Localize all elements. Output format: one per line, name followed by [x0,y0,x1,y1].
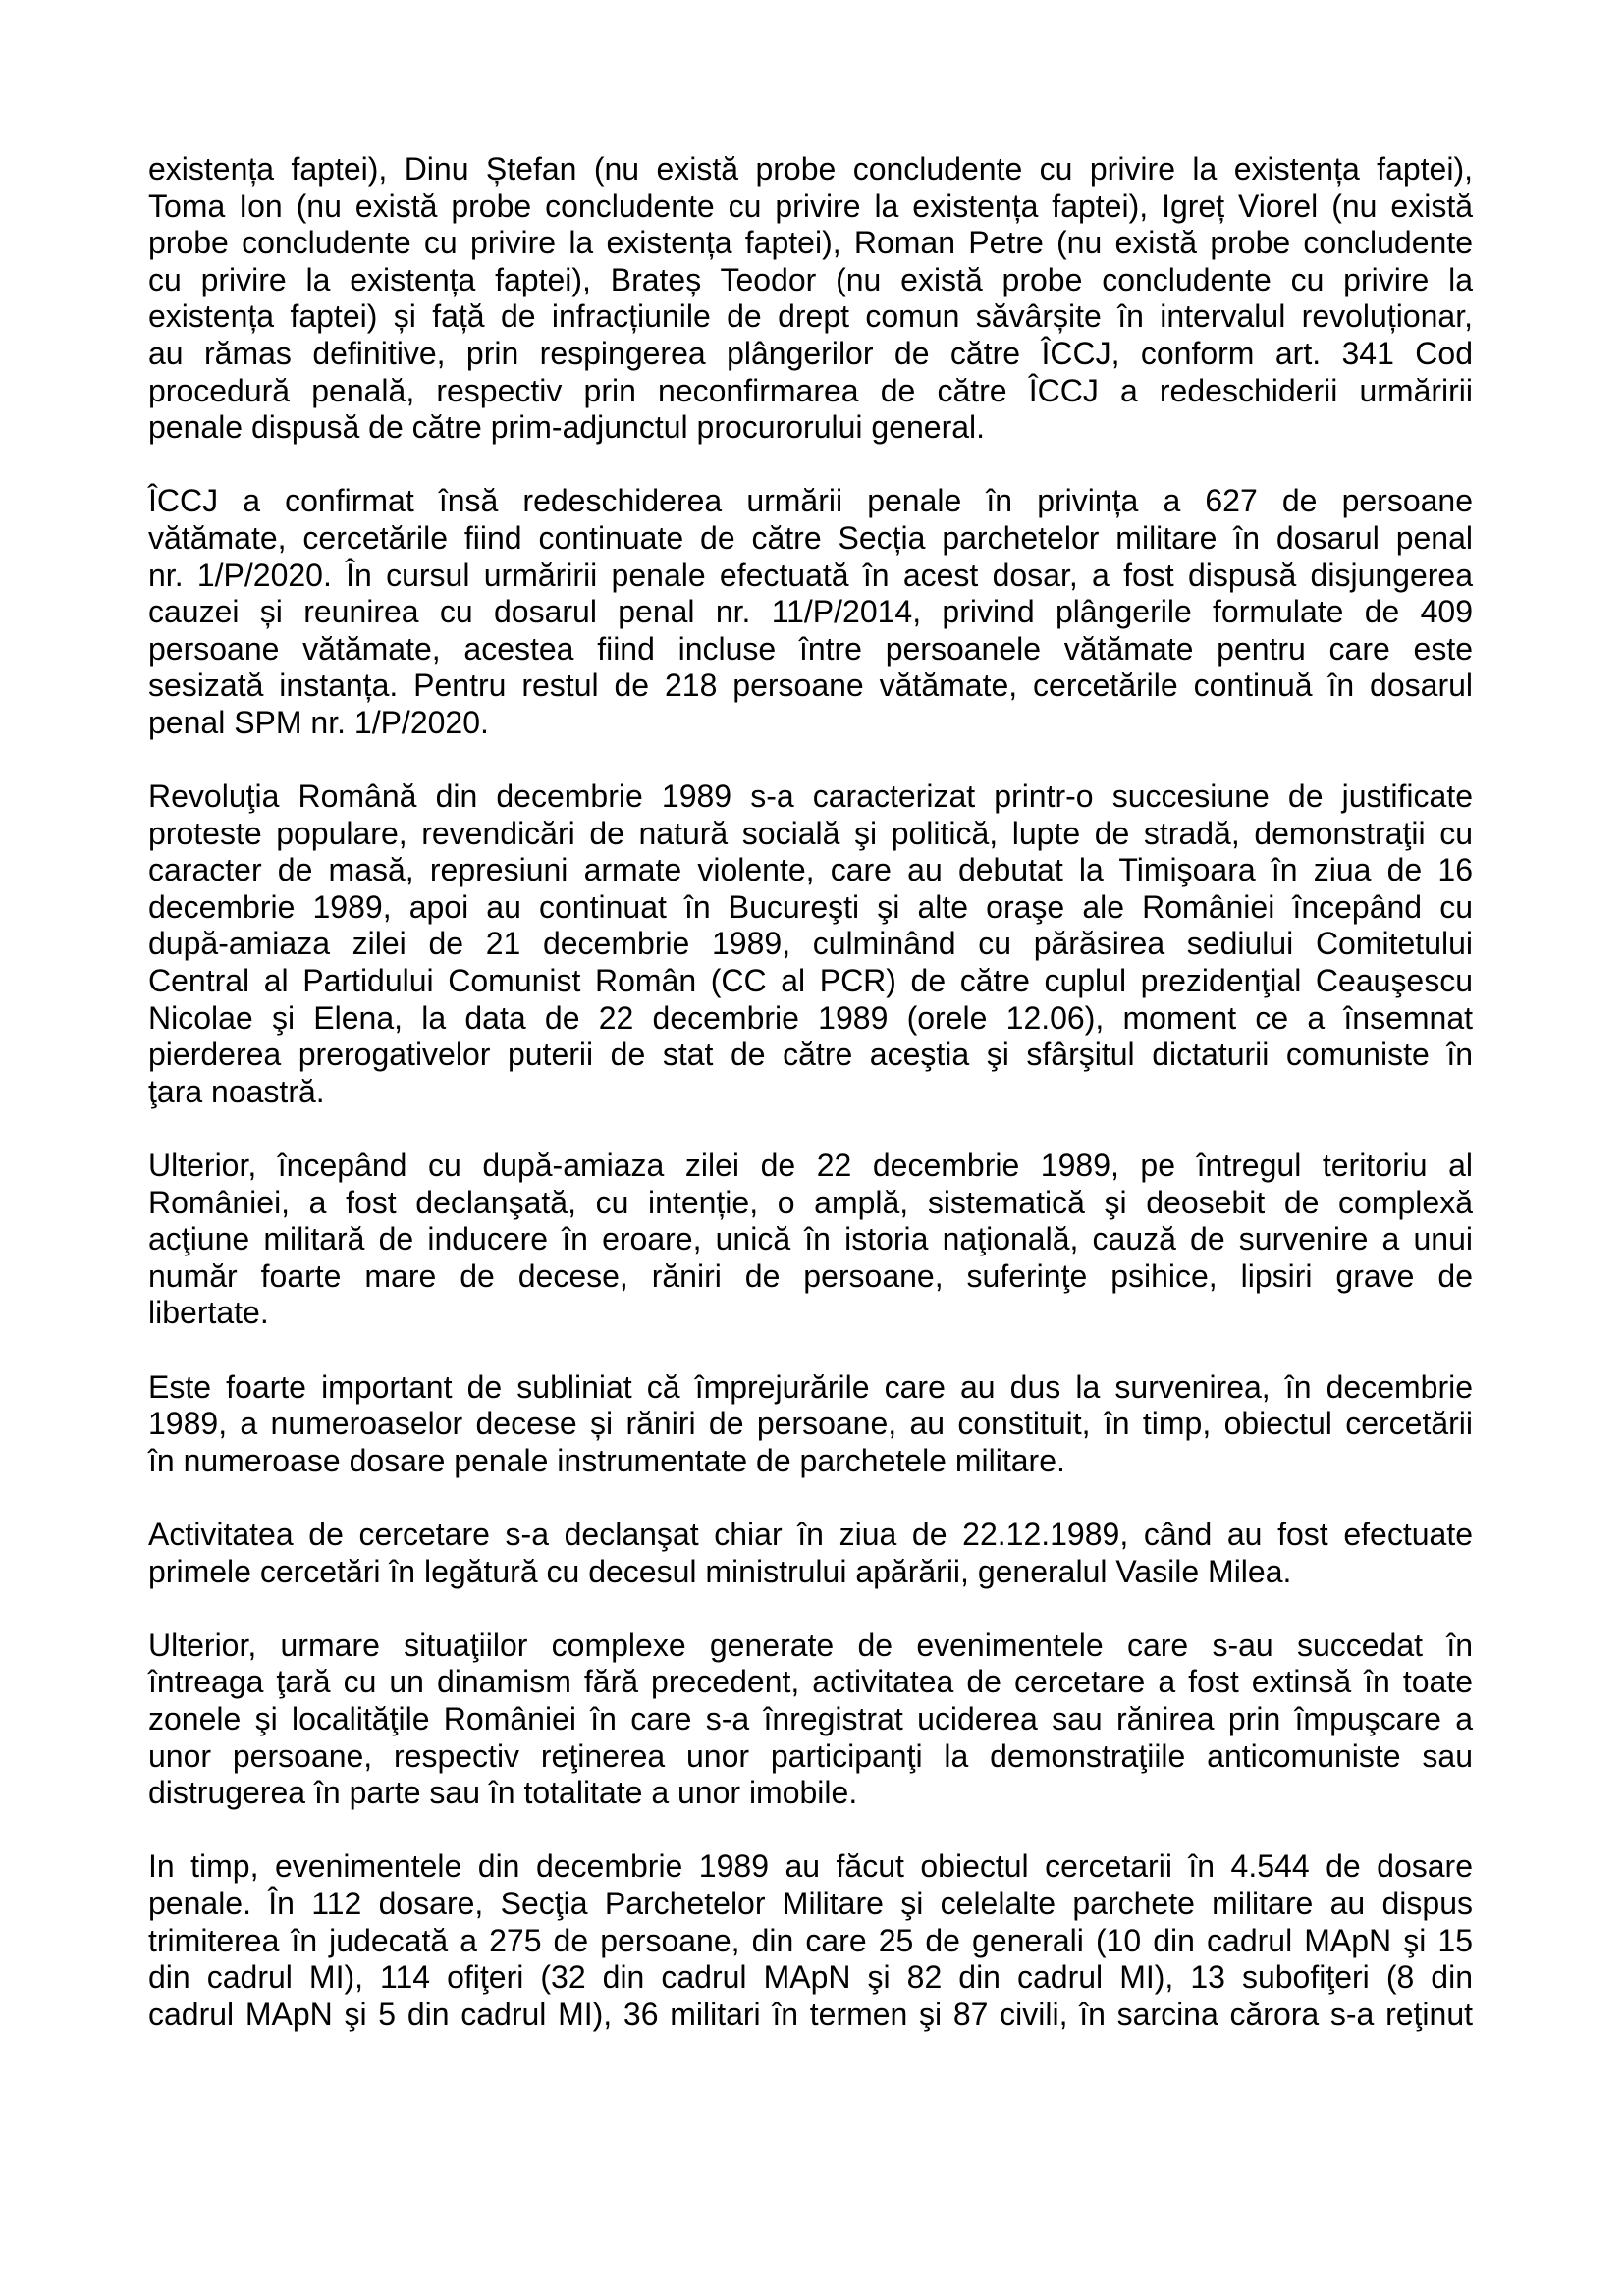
paragraph-p7 [148,1628,1473,1812]
text-line: au rămas definitive, prin respingerea plângerilor de către ÎCCJ, conform art. 341 Cod [148,335,1473,371]
text-line: pierderea prerogativelor puterii de stat de către aceştia şi sfârşitul dictaturii comuniste în [148,1037,1473,1073]
text-line: Toma Ion (nu există probe concludente cu privire la existența faptei), Igreț Viorel (nu există [148,187,1473,224]
text-line: Revoluţia Română din decembrie 1989 s-a caracterizat printr-o succesiune de justificate [148,778,1473,815]
text-line: cu privire la existența faptei), Brateș Teodor (nu există probe concludente cu privire la [148,261,1473,297]
paragraph-p2 [148,483,1473,741]
text-line: zonele şi localităţile României în care s-a înregistrat uciderea sau rănirea prin împuşcare a [148,1700,1473,1736]
text-line: primele cercetări în legătură cu decesul ministrului apărării, generalul Vasile Milea. [148,1553,1292,1589]
text-line: penal SPM nr. 1/P/2020. [148,704,489,740]
text-line: In timp, evenimentele din decembrie 1989 au făcut obiectul cercetarii în 4.544 de dosare [148,1848,1473,1885]
text-line: nr. 1/P/2020. În cursul urmăririi penale efectuată în acest dosar, a fost dispusă disjungerea [148,557,1473,593]
text-line: după-amiaza zilei de 21 decembrie 1989, culminând cu părăsirea sediului Comitetului [148,926,1473,962]
text-line: în numeroase dosare penale instrumentate de parchetele militare. [148,1442,1065,1478]
text-line: cauzei și reunirea cu dosarul penal nr. 11/P/2014, privind plângerile formulate de 409 [148,594,1473,630]
paragraph-p5 [148,1369,1473,1480]
text-line: decembrie 1989, apoi au continuat în Bucureşti şi alte oraşe ale României începând cu [148,888,1473,925]
text-line: libertate. [148,1295,269,1331]
text-line: Ulterior, urmare situaţiilor complexe generate de evenimentele care s-au succedat în [148,1627,1473,1663]
paragraph-p8 [148,1848,1473,2033]
text-line: României, a fost declanşată, cu intenție, o amplă, sistematică şi deosebit de complexă [148,1184,1473,1220]
text-line: acţiune militară de inducere în eroare, unică în istoria naţională, cauză de survenire a unui [148,1221,1473,1257]
text-line: persoane vătămate, acestea fiind incluse între persoanele vătămate pentru care este [148,630,1473,667]
text-line: 1989, a numeroaselor decese și răniri de persoane, au constituit, în timp, obiectul cercetării [148,1406,1473,1442]
text-line: sesizată instanța. Pentru restul de 218 persoane vătămate, cercetările continuă în dosarul [148,667,1473,704]
text-line: Este foarte important de subliniat că împrejurările care au dus la survenirea, în decembrie [148,1368,1473,1405]
paragraph-p3 [148,778,1473,1110]
text-line: întreaga ţară cu un dinamism fără precedent, activitatea de cercetare a fost extinsă în toate [148,1664,1473,1700]
text-line: existența faptei) și față de infracțiunile de drept comun săvârșite în intervalul revoluționar, [148,298,1473,335]
text-line: distrugerea în parte sau în totalitate a unor imobile. [148,1775,858,1811]
text-line: Activitatea de cercetare s-a declanşat chiar în ziua de 22.12.1989, când au fost efectuate [148,1516,1473,1552]
text-line: proteste populare, revendicări de natură socială şi politică, lupte de stradă, demonstraţii cu [148,815,1473,851]
text-line: ÎCCJ a confirmat însă redeschiderea urmării penale în privința a 627 de persoane [148,483,1473,519]
text-line: caracter de masă, represiuni armate violente, care au debutat la Timişoara în ziua de 16 [148,852,1473,888]
text-line: probe concludente cu privire la existența faptei), Roman Petre (nu există probe concludente [148,225,1473,261]
text-line: vătămate, cercetările fiind continuate de către Secția parchetelor militare în dosarul penal [148,519,1473,556]
paragraph-p6 [148,1517,1473,1590]
text-line: din cadrul MI), 114 ofiţeri (32 din cadrul MApN şi 82 din cadrul MI), 13 subofiţeri (8 din [148,1959,1473,1996]
text-line: ţara noastră. [148,1073,325,1109]
paragraph-p1 [148,151,1473,447]
text-line: trimiterea în judecată a 275 de persoane, din care 25 de generali (10 din cadrul MApN şi 15 [148,1922,1473,1958]
text-line: existența faptei), Dinu Ștefan (nu există probe concludente cu privire la existența faptei), [148,151,1473,187]
text-line: număr foarte mare de decese, răniri de persoane, suferinţe psihice, lipsiri grave de [148,1257,1473,1294]
text-line: unor persoane, respectiv reţinerea unor participanţi la demonstraţiile anticomuniste sau [148,1737,1473,1774]
text-line: cadrul MApN şi 5 din cadrul MI), 36 militari în termen şi 87 civili, în sarcina cărora s-a reţinut [148,1996,1473,2032]
text-line: penale dispusă de către prim-adjunctul procurorului general. [148,409,986,446]
text-line: Ulterior, începând cu după-amiaza zilei de 22 decembrie 1989, pe întregul teritoriu al [148,1148,1473,1184]
text-line: procedură penală, respectiv prin neconfirmarea de către ÎCCJ a redeschiderii urmăririi [148,372,1473,408]
paragraph-p4 [148,1148,1473,1332]
text-line: Central al Partidului Comunist Român (CC al PCR) de către cuplul prezidenţial Ceauşescu [148,963,1473,999]
text-line: penale. În 112 dosare, Secţia Parchetelor Militare şi celelalte parchete militare au dispus [148,1885,1473,1921]
text-line: Nicolae şi Elena, la data de 22 decembrie 1989 (orele 12.06), moment ce a însemnat [148,999,1473,1036]
document-body [148,151,1473,2070]
